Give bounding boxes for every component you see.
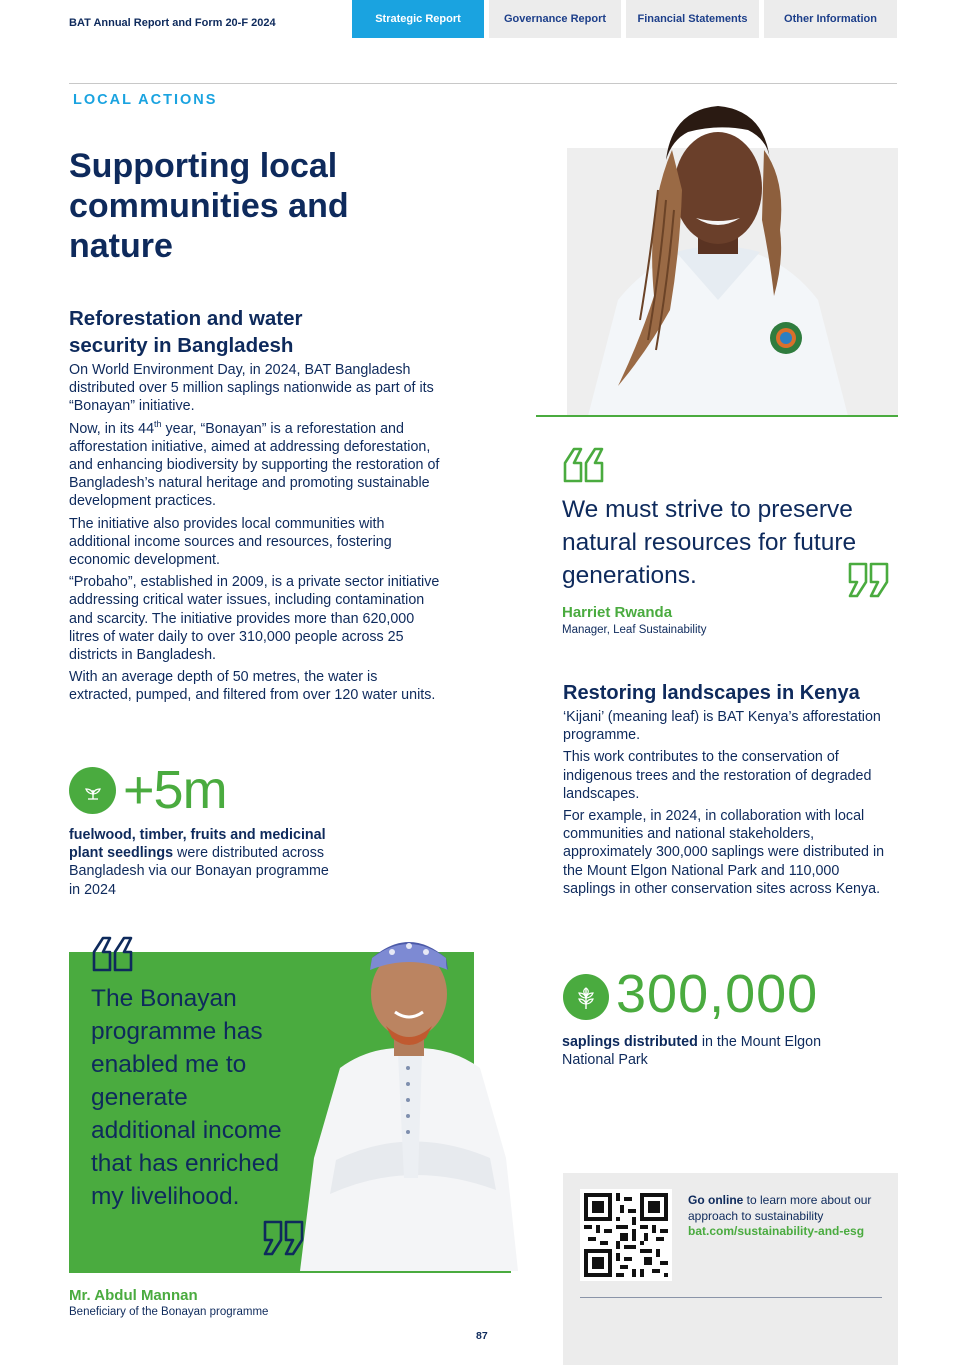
section-label: LOCAL ACTIONS bbox=[73, 92, 218, 108]
stat-saplings-bangladesh-value: +5m bbox=[123, 760, 227, 820]
stat-saplings-kenya-value: 300,000 bbox=[616, 964, 819, 1024]
bangladesh-paragraph-5: With an average depth of 50 metres, the water is extracted, pumped, and filtered from over 120 water units. bbox=[69, 669, 436, 704]
bangladesh-paragraph-4: “Probaho”, established in 2009, is a private sector initiative addressing critical water issues, including contamination and scarcity. The initiative provides more than 620,000 litres of water daily to over 310,000 people across 25 districts in Bangladesh. bbox=[69, 574, 440, 664]
close-quote-icon bbox=[846, 562, 892, 598]
online-panel-divider bbox=[580, 1297, 882, 1298]
header-divider bbox=[69, 83, 897, 84]
stat-saplings-kenya-desc: saplings distributed in the Mount Elgon National Park bbox=[562, 1034, 822, 1069]
bangladesh-paragraph-2: Now, in its 44th year, “Bonayan” is a reforestation and afforestation initiative, aimed at addressing deforestation, and enhancing biodiversity by supporting the restoration of Bangladesh’s natural heritage and promoting sustainable development practices. bbox=[69, 418, 440, 510]
beneficiary-role: Beneficiary of the Bonayan programme bbox=[69, 1306, 269, 1318]
qr-code-icon[interactable] bbox=[580, 1189, 672, 1281]
quote-panel-underline bbox=[69, 1271, 511, 1273]
tab-strategic-report[interactable]: Strategic Report bbox=[352, 0, 484, 38]
open-quote-icon bbox=[91, 936, 135, 972]
open-quote-icon bbox=[562, 447, 606, 483]
kenya-heading: Restoring landscapes in Kenya bbox=[563, 682, 860, 704]
harriet-name: Harriet Rwanda bbox=[562, 604, 673, 621]
go-online-text: Go online to learn more about our approach to sustainability bat.com/sustainability-and-esg bbox=[688, 1193, 878, 1240]
page-number: 87 bbox=[476, 1330, 488, 1342]
page-title: Supporting local communities and nature bbox=[69, 147, 349, 265]
beneficiary-portrait-photo bbox=[300, 928, 518, 1271]
plant-icon bbox=[563, 974, 609, 1020]
bangladesh-paragraph-3: The initiative also provides local communities with additional income sources and resources, fostering economic development. bbox=[69, 515, 392, 569]
sprout-icon bbox=[69, 767, 116, 814]
kenya-paragraph-2: This work contributes to the conservation of indigenous trees and the restoration of degraded landscapes. bbox=[563, 749, 872, 802]
quote-harriet-text: We must strive to preserve natural resources for future generations. bbox=[562, 496, 857, 589]
harriet-rwanda-portrait-photo bbox=[548, 100, 888, 416]
kenya-body bbox=[563, 708, 893, 902]
beneficiary-name: Mr. Abdul Mannan bbox=[69, 1287, 198, 1304]
bangladesh-heading: Reforestation and water security in Bangladesh bbox=[69, 307, 303, 357]
harriet-role: Manager, Leaf Sustainability bbox=[562, 624, 707, 636]
quote-beneficiary-text: The Bonayan programme has enabled me to generate additional income that has enriched my livelihood. bbox=[91, 985, 282, 1210]
bangladesh-body bbox=[69, 361, 441, 709]
stat-saplings-bangladesh-desc: fuelwood, timber, fruits and medicinal plant seedlings were distributed across Bangladesh via our Bonayan programme in 2024 bbox=[69, 827, 329, 898]
portrait-underline bbox=[536, 415, 898, 417]
tab-financial-statements[interactable]: Financial Statements bbox=[626, 0, 759, 38]
sustainability-link[interactable]: bat.com/sustainability-and-esg bbox=[688, 1224, 865, 1238]
kenya-paragraph-3: For example, in 2024, in collaboration with local communities and national stakeholders, approximately 300,000 saplings were distributed in the Mount Elgon National Park and 110,000 saplings in other conservation sites across Kenya. bbox=[563, 808, 885, 897]
kenya-paragraph-1: ‘Kijani’ (meaning leaf) is BAT Kenya’s afforestation programme. bbox=[563, 709, 881, 744]
report-title: BAT Annual Report and Form 20-F 2024 bbox=[69, 17, 276, 29]
tab-governance-report[interactable]: Governance Report bbox=[489, 0, 621, 38]
bangladesh-paragraph-1: On World Environment Day, in 2024, BAT Bangladesh distributed over 5 million saplings nationwide as part of its “Bonayan” initiative. bbox=[69, 362, 434, 415]
tab-other-information[interactable]: Other Information bbox=[764, 0, 897, 38]
